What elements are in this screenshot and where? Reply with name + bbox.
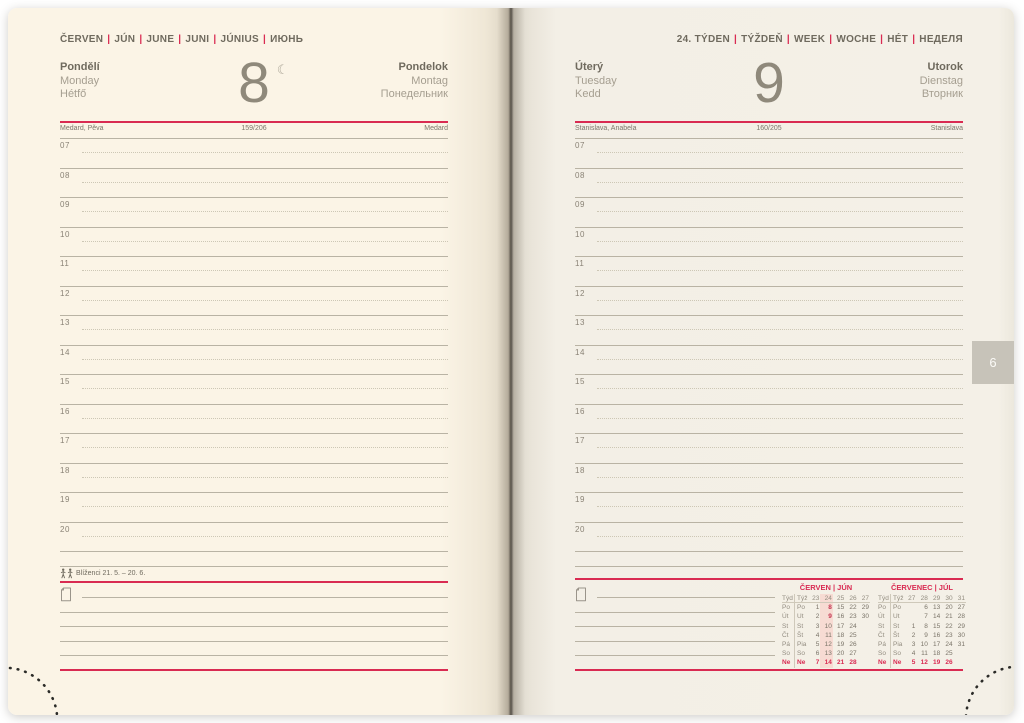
date-cell: 21 <box>836 659 845 667</box>
day-name: Kedd <box>575 88 601 100</box>
red-divider <box>575 578 963 580</box>
header-word: JÚN <box>114 34 136 45</box>
hour-label: 18 <box>575 465 585 475</box>
date-cell: 8 <box>924 622 928 630</box>
hour-row-09[interactable] <box>575 197 963 227</box>
hour-row-17[interactable] <box>60 433 448 463</box>
mini-calendar-row <box>782 612 870 621</box>
weekday-label-sk: Týž <box>794 594 808 602</box>
red-divider <box>60 581 448 583</box>
hour-label: 19 <box>60 495 70 504</box>
half-hour-line <box>597 506 963 507</box>
date-cell: 20 <box>836 650 845 658</box>
note-line[interactable] <box>597 597 775 598</box>
weekday-label-cz: So <box>782 650 790 658</box>
day-of-year-counter: 159/206 <box>241 125 267 132</box>
header-word: ИЮНЬ <box>270 34 304 45</box>
header-word: JÚNIUS <box>220 34 259 45</box>
mini-calendar-title: ČERVENEC | JÚL <box>891 583 953 592</box>
date-cell: 25 <box>849 631 857 639</box>
month-thumb-tab[interactable]: 6 <box>972 341 1014 384</box>
weekday-label-cz: Ne <box>878 659 887 667</box>
date-cell: 26 <box>945 659 953 667</box>
weekday-label-cz: Týd <box>782 595 793 602</box>
date-cell: 2 <box>911 631 916 639</box>
nameday-row <box>60 125 448 135</box>
hour-label: 14 <box>60 347 70 357</box>
hour-row-13[interactable] <box>575 315 963 345</box>
header-word: JUNI <box>185 34 210 45</box>
weekday-label-sk: Št <box>794 631 808 640</box>
date-cell: 11 <box>921 650 928 658</box>
date-cell: 7 <box>924 613 928 621</box>
hour-row-14[interactable] <box>60 345 448 375</box>
ruled-line <box>60 566 448 567</box>
date-cell: 7 <box>815 659 820 667</box>
hour-label: 20 <box>60 524 70 534</box>
date-cell: 16 <box>932 631 941 639</box>
date-cell: 4 <box>911 650 916 658</box>
date-cell: 9 <box>924 631 928 639</box>
date-cell: 19 <box>932 659 941 667</box>
half-hour-line <box>82 182 448 183</box>
mini-calendar-row <box>782 658 870 667</box>
red-divider <box>60 669 448 671</box>
red-divider <box>575 121 963 123</box>
date-cell: 17 <box>932 640 941 648</box>
mini-calendar-row <box>878 612 966 621</box>
mini-calendar-june <box>782 583 870 668</box>
half-hour-line <box>82 211 448 212</box>
hour-label: 18 <box>60 465 70 475</box>
right-page <box>511 8 1014 715</box>
weekday-label-sk: Ne <box>794 658 808 667</box>
date-cell: 14 <box>932 613 941 621</box>
mini-calendar-row <box>878 658 966 667</box>
mini-calendar-row <box>878 640 966 649</box>
date-cell <box>858 640 870 649</box>
weekday-label-cz: Po <box>782 604 790 612</box>
half-hour-line <box>82 241 448 242</box>
half-hour-line <box>597 182 963 183</box>
pipe-separator: | <box>733 34 738 45</box>
date-cell: 5 <box>815 640 820 648</box>
hour-row-08[interactable] <box>575 168 963 198</box>
date-cell: 8 <box>820 603 832 612</box>
weekday-label-cz: Pá <box>782 640 790 648</box>
hour-label: 16 <box>60 406 70 416</box>
half-hour-line <box>82 152 448 153</box>
week-number-cell: 23 <box>812 595 820 602</box>
date-cell: 14 <box>820 658 832 667</box>
day-name: Montag <box>411 74 448 87</box>
pipe-separator: | <box>829 34 833 45</box>
date-cell: 3 <box>911 640 916 648</box>
day-number <box>575 51 963 115</box>
date-cell: 19 <box>836 640 845 648</box>
date-cell: 29 <box>957 622 966 630</box>
date-cell <box>954 658 966 667</box>
hour-label: 14 <box>575 347 585 357</box>
date-cell <box>858 622 870 631</box>
note-line[interactable] <box>82 597 448 598</box>
hour-row-07[interactable] <box>575 138 963 168</box>
header-word: 24. TÝDEN <box>676 34 730 45</box>
pipe-separator: | <box>912 34 916 45</box>
hour-row-08[interactable] <box>60 168 448 198</box>
pipe-separator: | <box>107 34 111 45</box>
date-cell <box>858 658 870 667</box>
weekday-label-cz: Út <box>782 613 789 621</box>
weekday-label-cz: Ne <box>782 659 791 667</box>
weekday-label-cz: Čt <box>878 631 885 639</box>
weekday-label-cz: St <box>782 622 789 630</box>
week-number-cell: 27 <box>908 595 916 602</box>
date-cell: 11 <box>820 631 832 640</box>
half-hour-line <box>82 359 448 360</box>
date-cell: 22 <box>849 604 857 612</box>
date-cell: 4 <box>815 631 820 639</box>
week-number-cell: 28 <box>920 595 928 602</box>
date-cell <box>904 612 916 621</box>
week-number-cell: 29 <box>932 595 941 602</box>
half-hour-line <box>597 329 963 330</box>
date-cell: 15 <box>932 622 941 630</box>
day-name: Pondělí <box>60 61 100 73</box>
half-hour-line <box>597 241 963 242</box>
half-hour-line <box>597 477 963 478</box>
date-cell: 15 <box>836 604 845 612</box>
date-cell: 18 <box>932 650 941 658</box>
header-word: WOCHE <box>836 34 877 45</box>
weekday-label-cz: Čt <box>782 631 789 639</box>
date-cell: 21 <box>945 613 953 621</box>
hour-label: 08 <box>575 170 585 180</box>
mini-calendar-row <box>878 649 966 658</box>
red-divider <box>60 121 448 123</box>
half-hour-line <box>82 477 448 478</box>
hour-label: 16 <box>575 406 585 416</box>
week-header <box>575 34 963 45</box>
note-page-icon <box>575 587 587 607</box>
date-cell: 10 <box>920 640 928 648</box>
date-cell: 1 <box>815 604 820 612</box>
header-word: JUNE <box>146 34 175 45</box>
hour-row-18[interactable] <box>575 463 963 493</box>
weekday-label-cz: St <box>878 622 885 630</box>
half-hour-line <box>597 536 963 537</box>
mini-calendar-title: ČERVEN | JÚN <box>799 583 853 592</box>
hour-label: 13 <box>575 318 585 327</box>
date-cell: 13 <box>932 604 941 612</box>
date-cell: 6 <box>815 650 820 658</box>
nameday-czech: Stanislava, Anabela <box>575 125 637 132</box>
hour-row-12[interactable] <box>575 286 963 316</box>
half-hour-line <box>82 418 448 419</box>
day-number-text: 8 <box>238 51 270 115</box>
weekday-label-sk: So <box>890 649 904 658</box>
weekday-label-cz: So <box>878 650 886 658</box>
half-hour-line <box>597 388 963 389</box>
hour-label: 19 <box>575 495 585 504</box>
date-cell: 12 <box>820 640 832 649</box>
moon-phase-icon: ☾ <box>276 62 289 77</box>
hour-row-10[interactable] <box>60 227 448 257</box>
date-cell: 30 <box>861 613 870 621</box>
date-cell <box>858 631 870 640</box>
hour-label: 11 <box>575 259 585 268</box>
weekday-label-sk: Ut <box>890 612 904 621</box>
hour-label: 17 <box>575 436 585 445</box>
half-hour-line <box>597 211 963 212</box>
header-word: HÉT <box>887 34 909 45</box>
mini-calendar-row <box>782 631 870 640</box>
pipe-separator: | <box>139 34 143 45</box>
hour-row-10[interactable] <box>575 227 963 257</box>
date-cell: 5 <box>911 659 916 667</box>
date-cell: 6 <box>924 604 928 612</box>
date-cell: 28 <box>957 613 966 621</box>
hour-grid <box>60 138 448 552</box>
hour-row-18[interactable] <box>60 463 448 493</box>
mini-calendar-july <box>878 583 966 668</box>
header-word: ČERVEN <box>60 34 104 45</box>
mini-calendar-row <box>782 603 870 612</box>
hour-label: 12 <box>575 288 585 298</box>
pipe-separator: | <box>262 34 267 45</box>
pipe-separator: | <box>178 34 182 45</box>
date-cell: 10 <box>820 622 832 631</box>
note-line[interactable] <box>575 641 775 642</box>
right-page-content <box>575 8 966 715</box>
hour-row-16[interactable] <box>575 404 963 434</box>
hour-label: 11 <box>60 259 70 268</box>
day-name: Hétfő <box>60 88 87 100</box>
hour-grid <box>575 138 963 552</box>
date-cell: 24 <box>945 640 953 648</box>
date-cell: 31 <box>957 640 966 648</box>
date-cell: 29 <box>861 604 870 612</box>
date-cell: 3 <box>815 622 820 630</box>
weekday-label-sk: Po <box>794 603 808 612</box>
date-cell <box>858 649 870 658</box>
note-line[interactable] <box>575 626 775 627</box>
hour-row-14[interactable] <box>575 345 963 375</box>
weekday-label-cz: Út <box>878 613 885 621</box>
half-hour-line <box>82 388 448 389</box>
mini-calendar-row <box>782 649 870 658</box>
date-cell <box>904 603 916 612</box>
header-word: TÝŽDEŇ <box>741 34 783 45</box>
weekday-label-sk: Týž <box>890 594 904 602</box>
day-name: Tuesday <box>575 74 617 87</box>
hour-label: 12 <box>60 288 70 298</box>
date-cell: 28 <box>849 659 857 667</box>
date-cell: 27 <box>957 604 966 612</box>
half-hour-line <box>597 270 963 271</box>
mini-calendar-row <box>782 594 870 603</box>
diary-book <box>8 8 1014 715</box>
date-cell: 25 <box>945 650 953 658</box>
hour-label: 15 <box>575 377 585 386</box>
hour-row-13[interactable] <box>60 315 448 345</box>
half-hour-line <box>82 536 448 537</box>
half-hour-line <box>82 506 448 507</box>
mini-calendar-row <box>878 631 966 640</box>
half-hour-line <box>82 270 448 271</box>
nameday-row <box>575 125 963 135</box>
pipe-separator: | <box>786 34 791 45</box>
date-cell <box>954 649 966 658</box>
date-cell: 27 <box>849 650 857 658</box>
weekday-label-sk: Pia <box>890 640 904 649</box>
nameday-czech: Medard, Pěva <box>60 125 104 132</box>
hour-row-16[interactable] <box>60 404 448 434</box>
date-cell: 1 <box>911 622 916 630</box>
hour-label: 07 <box>575 141 585 150</box>
weekday-label-sk: St <box>794 622 808 631</box>
day-names-sk-de-ru <box>920 61 963 102</box>
pipe-separator: | <box>213 34 217 45</box>
date-cell: 16 <box>836 613 845 621</box>
day-name: Понедельник <box>380 88 448 100</box>
hour-row-11[interactable] <box>575 256 963 286</box>
left-page-content <box>60 8 448 715</box>
week-number-cell: 26 <box>849 595 857 602</box>
nameday-slovak: Medard <box>424 125 448 132</box>
date-cell: 26 <box>849 640 857 648</box>
weekday-label-sk: Ne <box>890 658 904 667</box>
half-hour-line <box>597 152 963 153</box>
weekday-label-sk: St <box>890 622 904 631</box>
hour-label: 13 <box>60 318 70 327</box>
ruled-line <box>575 566 963 567</box>
date-cell: 20 <box>945 604 953 612</box>
mini-calendar-row <box>878 603 966 612</box>
weekday-label-cz: Týd <box>878 595 889 602</box>
hour-row-17[interactable] <box>575 433 963 463</box>
hour-label: 09 <box>575 200 585 209</box>
note-line[interactable] <box>60 626 448 627</box>
day-number-text: 9 <box>753 51 785 115</box>
note-line[interactable] <box>60 641 448 642</box>
note-line[interactable] <box>575 655 775 656</box>
weekday-label-sk: Po <box>890 603 904 612</box>
hour-row-20[interactable] <box>60 522 448 552</box>
mini-calendar-row <box>782 640 870 649</box>
date-cell: 22 <box>945 622 953 630</box>
hour-label: 17 <box>60 436 70 445</box>
left-page <box>8 8 511 715</box>
note-line[interactable] <box>575 612 775 613</box>
date-cell: 23 <box>945 631 953 639</box>
half-hour-line <box>597 359 963 360</box>
hour-row-20[interactable] <box>575 522 963 552</box>
gemini-twins-icon <box>60 568 74 581</box>
date-cell: 13 <box>820 649 832 658</box>
hour-row-19[interactable] <box>60 492 448 522</box>
day-name: Utorok <box>927 61 963 73</box>
day-name: Pondelok <box>398 61 448 73</box>
weekday-label-sk: Št <box>890 631 904 640</box>
red-divider <box>575 669 963 671</box>
hour-label: 20 <box>575 524 585 534</box>
date-cell: 23 <box>849 613 857 621</box>
week-number-cell: 27 <box>861 595 870 602</box>
header-word: НЕДЕЛЯ <box>919 34 963 45</box>
hour-row-09[interactable] <box>60 197 448 227</box>
date-cell: 9 <box>820 612 832 621</box>
mini-calendar-row <box>782 622 870 631</box>
weekday-label-sk: So <box>794 649 808 658</box>
week-number-cell: 30 <box>945 595 953 602</box>
half-hour-line <box>82 300 448 301</box>
hour-label: 15 <box>60 377 70 386</box>
date-cell: 2 <box>815 613 820 621</box>
zodiac-label: Blíženci 21. 5. – 20. 6. <box>76 570 146 577</box>
note-line[interactable] <box>60 612 448 613</box>
week-number-cell: 24 <box>820 594 832 602</box>
week-number-cell: 25 <box>836 595 845 602</box>
hour-label: 08 <box>60 170 70 180</box>
hour-row-19[interactable] <box>575 492 963 522</box>
week-number-cell: 31 <box>957 595 966 602</box>
half-hour-line <box>597 418 963 419</box>
pipe-separator: | <box>880 34 884 45</box>
weekday-label-cz: Pá <box>878 640 886 648</box>
nameday-slovak: Stanislava <box>930 125 963 132</box>
date-cell: 12 <box>920 659 928 667</box>
mini-calendar-row <box>878 622 966 631</box>
month-header <box>60 34 448 45</box>
date-cell: 18 <box>836 631 845 639</box>
half-hour-line <box>597 447 963 448</box>
half-hour-line <box>597 300 963 301</box>
note-line[interactable] <box>60 655 448 656</box>
hour-label: 10 <box>60 229 70 239</box>
hour-row-15[interactable] <box>575 374 963 404</box>
weekday-label-sk: Pia <box>794 640 808 649</box>
hour-row-11[interactable] <box>60 256 448 286</box>
day-of-year-counter: 160/205 <box>756 125 782 132</box>
hour-label: 07 <box>60 141 70 150</box>
hour-row-07[interactable] <box>60 138 448 168</box>
day-name: Dienstag <box>919 74 963 87</box>
hour-label: 09 <box>60 200 70 209</box>
hour-label: 10 <box>575 229 585 239</box>
hour-row-12[interactable] <box>60 286 448 316</box>
half-hour-line <box>82 329 448 330</box>
zodiac-row <box>60 568 448 580</box>
header-word: WEEK <box>794 34 826 45</box>
mini-calendar-row <box>878 594 966 603</box>
day-names-sk-de-ru <box>381 61 448 102</box>
day-name: Monday <box>60 74 100 87</box>
day-name: Вторник <box>921 88 963 100</box>
date-cell: 30 <box>957 631 966 639</box>
date-cell: 24 <box>849 622 857 630</box>
date-cell: 17 <box>836 622 845 630</box>
mini-calendars <box>782 583 966 668</box>
note-page-icon <box>60 587 72 607</box>
weekday-label-cz: Po <box>878 604 886 612</box>
hour-row-15[interactable] <box>60 374 448 404</box>
half-hour-line <box>82 447 448 448</box>
day-name: Úterý <box>575 61 604 73</box>
weekday-label-sk: Ut <box>794 612 808 621</box>
